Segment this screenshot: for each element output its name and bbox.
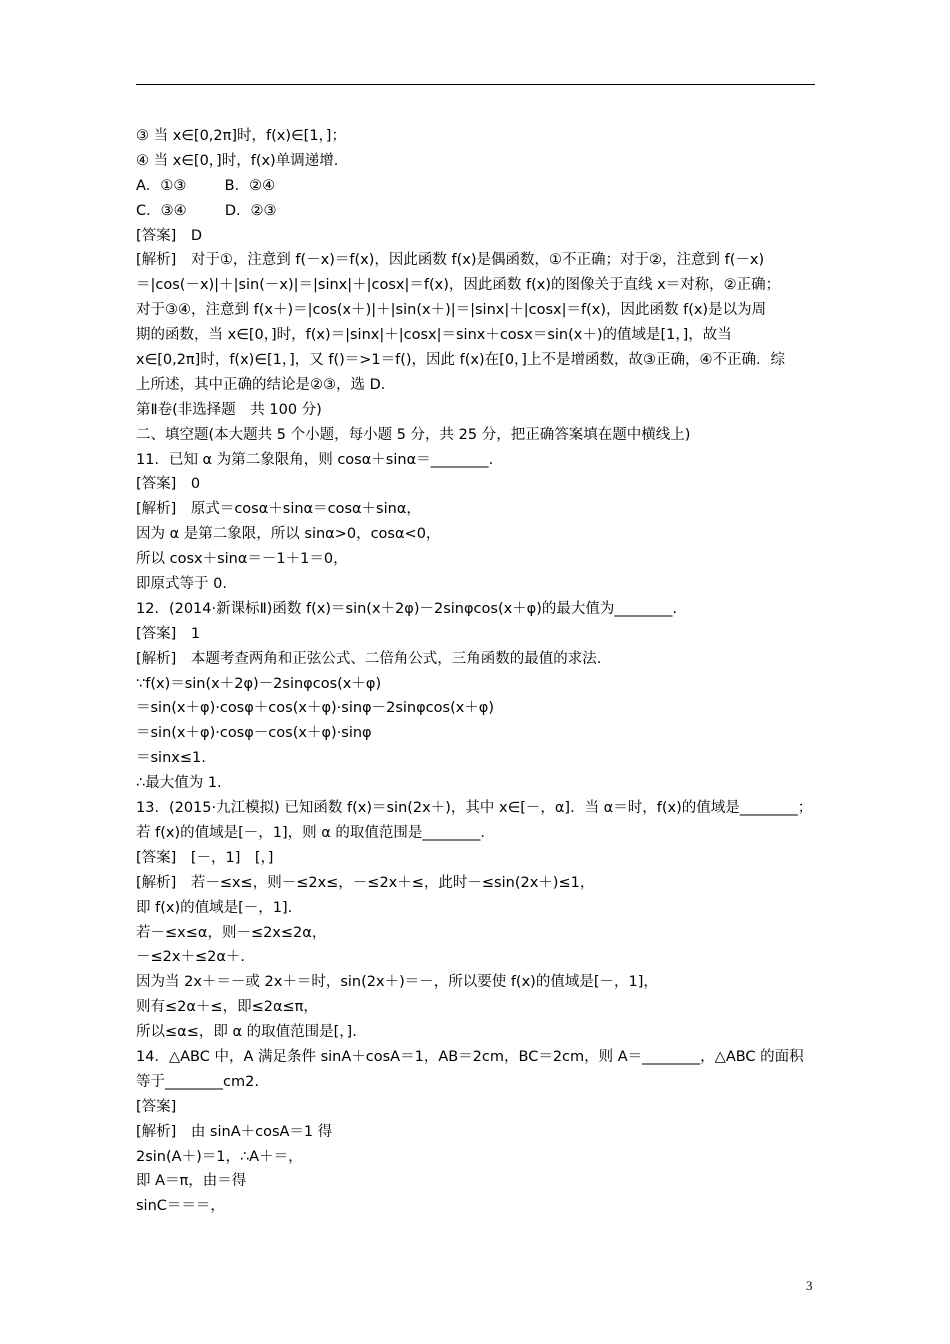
text-line: [解析] 原式＝cosα＋sinα＝cosα＋sinα， (136, 501, 421, 518)
text-line: 14．△ABC 中，A 满足条件 sinA＋cosA＝1，AB＝2cm，BC＝2cm，则 A＝________，△ABC 的面积 (136, 1048, 804, 1065)
text-line: 所以≤α≤，即 α 的取值范围是[，]. (136, 1024, 357, 1041)
text-line: 13．(2015·九江模拟) 已知函数 f(x)＝sin(2x＋)，其中 x∈[－，α]．当 α＝时，f(x)的值域是________； (136, 800, 813, 817)
text-line: 则有≤2α＋≤，即≤2α≤π， (136, 999, 318, 1016)
header-rule (136, 84, 815, 85)
text-line: 12．(2014·新课标Ⅱ)函数 f(x)＝sin(x＋2φ)－2sinφcos(x＋φ)的最大值为________. (136, 600, 678, 617)
text-line: ④ 当 x∈[0，]时，f(x)单调递增. (136, 152, 339, 169)
text-line: ＝|cos(－x)|＋|sin(－x)|＝|sinx|＋|cosx|＝f(x)，因此函数 f(x)的图像关于直线 x＝对称，②正确； (136, 277, 781, 294)
text-line: －≤2x＋≤2α＋. (136, 949, 245, 966)
text-line: [答案] [－，1] [，] (136, 849, 274, 866)
text-line: [答案] 1 (136, 625, 201, 642)
text-line: [解析] 若－≤x≤，则－≤2x≤，－≤2x＋≤，此时－≤sin(2x＋)≤1， (136, 874, 595, 891)
text-line: ＝sinx≤1. (136, 750, 206, 767)
text-line: ＝sin(x＋φ)·cosφ＋cos(x＋φ)·sinφ－2sinφcos(x＋φ) (136, 700, 495, 717)
text-line: 期的函数，当 x∈[0，]时，f(x)＝|sinx|＋|cosx|＝sinx＋cosx＝sin(x＋)的值域是[1，]，故当 (136, 327, 732, 344)
text-line: [解析] 对于①，注意到 f(－x)＝f(x)，因此函数 f(x)是偶函数，①不正确；对于②，注意到 f(－x) (136, 252, 765, 269)
text-line: 即原式等于 0. (136, 576, 227, 593)
text-line: 第Ⅱ卷(非选择题 共 100 分) (136, 401, 322, 418)
text-line: 二、填空题(本大题共 5 个小题，每小题 5 分，共 25 分，把正确答案填在题中横线上) (136, 426, 691, 443)
text-line: 因为 α 是第二象限，所以 sinα>0，cosα<0， (136, 526, 441, 543)
text-line: ＝sin(x＋φ)·cosφ－cos(x＋φ)·sinφ (136, 725, 372, 742)
text-line: [答案] 0 (136, 476, 201, 493)
text-line: C．③④ D．②③ (136, 202, 277, 219)
text-line: 对于③④，注意到 f(x＋)＝|cos(x＋)|＋|sin(x＋)|＝|sinx|＋|cosx|＝f(x)，因此函数 f(x)是以为周 (136, 302, 767, 319)
document-body (136, 124, 826, 1219)
text-line: [答案] (136, 1098, 177, 1115)
page-number: 3 (806, 1278, 813, 1293)
text-line: sinC＝＝＝， (136, 1198, 225, 1215)
text-line: 即 A＝π，由＝得 (136, 1173, 247, 1190)
text-line: 若 f(x)的值域是[－，1]，则 α 的取值范围是________． (136, 824, 495, 841)
text-line: ③ 当 x∈[0,2π]时，f(x)∈[1，]； (136, 128, 346, 144)
text-line: 若－≤x≤α，则－≤2x≤2α， (136, 924, 327, 941)
text-line: 上所述，其中正确的结论是②③，选 D． (136, 376, 396, 393)
text-line: ∴最大值为 1. (136, 775, 222, 792)
text-line: 等于________cm2. (136, 1073, 259, 1090)
text-line: x∈[0,2π]时，f(x)∈[1，]，又 f()＝>1＝f()，因此 f(x)在[0，]上不是增函数，故③正确，④不正确．综 (136, 352, 785, 369)
text-line: A．①③ B．②④ (136, 177, 276, 194)
text-line: 11．已知 α 为第二象限角，则 cosα＋sinα＝________. (136, 451, 494, 468)
text-line: [解析] 由 sinA＋cosA＝1 得 (136, 1123, 333, 1140)
text-line: 2sin(A＋)＝1，∴A＋＝， (136, 1148, 303, 1165)
text-line: 即 f(x)的值域是[－，1]. (136, 899, 293, 916)
text-line: [解析] 本题考查两角和正弦公式、二倍角公式，三角函数的最值的求法. (136, 650, 602, 667)
text-line: [答案] D (136, 227, 202, 244)
text-line: ∵f(x)＝sin(x＋2φ)－2sinφcos(x＋φ) (136, 675, 382, 692)
text-line: 因为当 2x＋＝－或 2x＋＝时，sin(2x＋)＝－，所以要使 f(x)的值域是[－，1]， (136, 974, 658, 991)
text-line: 所以 cosx＋sinα＝－1＋1＝0， (136, 551, 348, 568)
